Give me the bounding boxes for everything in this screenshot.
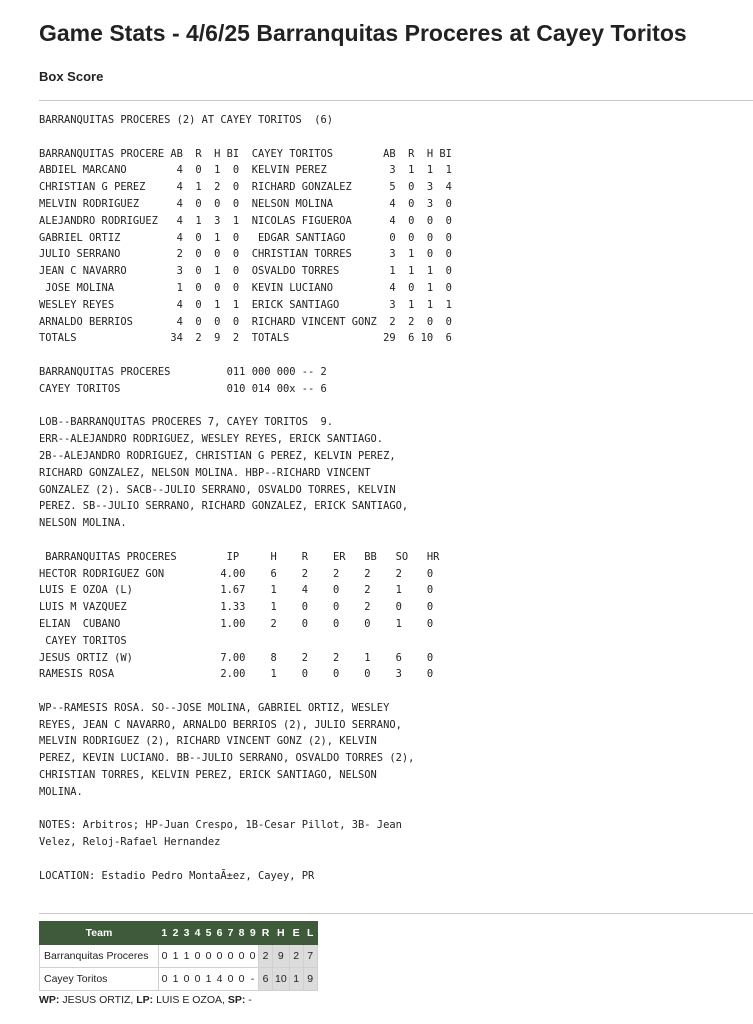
linescore-inning-cell: 0: [192, 945, 203, 968]
linescore-total-cell: 9: [303, 968, 317, 991]
linescore-inning-cell: 0: [214, 945, 225, 968]
linescore-header-col: 7: [225, 922, 236, 945]
box-score-line: HECTOR RODRIGUEZ GON 4.00 6 2 2 2 2 0: [39, 567, 434, 580]
box-score-line: GABRIEL ORTIZ 4 0 1 0 EDGAR SANTIAGO 0 0 0 0: [39, 231, 452, 244]
linescore-inning-cell: 1: [170, 968, 181, 991]
box-score-line: MELVIN RODRIGUEZ 4 0 0 0 NELSON MOLINA 4 0 3 0: [39, 197, 452, 210]
box-score-line: RAMESIS ROSA 2.00 1 0 0 0 3 0: [39, 668, 434, 681]
linescore-team-name: Cayey Toritos: [40, 968, 159, 991]
box-score-line: GONZALEZ (2). SACB--JULIO SERRANO, OSVALDO TORRES, KELVIN: [39, 483, 396, 496]
linescore-header-col: H: [273, 922, 290, 945]
linescore-header-col: 3: [181, 922, 192, 945]
section-subtitle: Box Score: [39, 69, 104, 84]
box-score-line: ERR--ALEJANDRO RODRIGUEZ, WESLEY REYES, ERICK SANTIAGO.: [39, 433, 384, 446]
box-score-line: NELSON MOLINA.: [39, 517, 127, 530]
box-score-line: JULIO SERRANO 2 0 0 0 CHRISTIAN TORRES 3 1 0 0: [39, 248, 452, 261]
box-score-line: TOTALS 34 2 9 2 TOTALS 29 6 10 6: [39, 332, 452, 345]
lp-value: LUIS E OZOA,: [153, 994, 228, 1006]
linescore-inning-cell: 1: [181, 945, 192, 968]
box-score-line: REYES, JEAN C NAVARRO, ARNALDO BERRIOS (2), JULIO SERRANO,: [39, 718, 402, 731]
box-score-line: JOSE MOLINA 1 0 0 0 KEVIN LUCIANO 4 0 1 0: [39, 281, 452, 294]
box-score-line: JEAN C NAVARRO 3 0 1 0 OSVALDO TORRES 1 1 1 0: [39, 265, 452, 278]
linescore-inning-cell: 0: [192, 968, 203, 991]
linescore-inning-cell: 0: [203, 945, 214, 968]
linescore-inning-cell: 0: [225, 945, 236, 968]
box-score-line: PEREZ, KEVIN LUCIANO. BB--JULIO SERRANO, OSVALDO TORRES (2),: [39, 752, 415, 765]
box-score-line: [39, 532, 452, 549]
page-title: Game Stats - 4/6/25 Barranquitas Proceres at Cayey Toritos: [39, 20, 687, 46]
sp-value: -: [245, 994, 252, 1006]
linescore-header-col: 4: [192, 922, 203, 945]
sp-label: SP:: [227, 994, 246, 1006]
linescore-header-col: 6: [214, 922, 225, 945]
box-score-line: JESUS ORTIZ (W) 7.00 8 2 2 1 6 0: [39, 651, 434, 664]
box-score-line: ALEJANDRO RODRIGUEZ 4 1 3 1 NICOLAS FIGUEROA 4 0 0 0: [39, 214, 452, 227]
linescore-total-cell: 1: [289, 968, 303, 991]
box-score-line: ABDIEL MARCANO 4 0 1 0 KELVIN PEREZ 3 1 1 1: [39, 164, 452, 177]
box-score-line: [39, 347, 452, 364]
box-score-line: CAYEY TORITOS: [39, 634, 127, 647]
box-score-line: BARRANQUITAS PROCERES 011 000 000 -- 2: [39, 365, 327, 378]
linescore-header-col: R: [259, 922, 273, 945]
linescore-inning-cell: 0: [236, 968, 247, 991]
divider-top: [39, 100, 753, 101]
linescore-header-col: E: [289, 922, 303, 945]
box-score-line: LUIS M VAZQUEZ 1.33 1 0 0 2 0 0: [39, 601, 434, 614]
linescore-header-col: 8: [236, 922, 247, 945]
box-score-line: [39, 683, 452, 700]
linescore-total-cell: 10: [273, 968, 290, 991]
linescore-inning-cell: 0: [159, 968, 171, 991]
linescore-header-col: 5: [203, 922, 214, 945]
wp-value: JESUS ORTIZ,: [59, 994, 137, 1006]
linescore-header-col: 2: [170, 922, 181, 945]
box-score-line: MOLINA.: [39, 785, 83, 798]
linescore-row: [40, 945, 318, 968]
box-score-line: ARNALDO BERRIOS 4 0 0 0 RICHARD VINCENT GONZ 2 2 0 0: [39, 315, 452, 328]
linescore-inning-cell: 1: [203, 968, 214, 991]
linescore-inning-cell: 0: [225, 968, 236, 991]
lp-label: LP:: [136, 994, 154, 1006]
linescore-team-name: Barranquitas Proceres: [40, 945, 159, 968]
box-score-line: CHRISTIAN G PEREZ 4 1 2 0 RICHARD GONZALEZ 5 0 3 4: [39, 181, 452, 194]
box-score-line: CHRISTIAN TORRES, KELVIN PEREZ, ERICK SANTIAGO, NELSON: [39, 769, 377, 782]
box-score-line: ELIAN CUBANO 1.00 2 0 0 0 1 0: [39, 617, 434, 630]
box-score-line: [39, 398, 452, 415]
box-score-line: BARRANQUITAS PROCERES (2) AT CAYEY TORITOS (6): [39, 114, 334, 126]
box-score-line: LOB--BARRANQUITAS PROCERES 7, CAYEY TORITOS 9.: [39, 416, 334, 429]
box-score-line: LOCATION: Estadio Pedro MontaÃ±ez, Cayey, PR: [39, 869, 315, 882]
box-score-line: CAYEY TORITOS 010 014 00x -- 6: [39, 382, 327, 395]
box-score-text: [39, 112, 452, 885]
linescore-inning-cell: 0: [236, 945, 247, 968]
box-score-line: [39, 801, 452, 818]
linescore-inning-cell: 1: [170, 945, 181, 968]
linescore-header-col: 1: [159, 922, 171, 945]
linescore-total-cell: 7: [303, 945, 317, 968]
linescore-header-row: [40, 922, 318, 945]
box-score-line: RICHARD GONZALEZ, NELSON MOLINA. HBP--RICHARD VINCENT: [39, 466, 371, 479]
linescore-inning-cell: 0: [159, 945, 171, 968]
linescore-total-cell: 2: [259, 945, 273, 968]
linescore-total-cell: 6: [259, 968, 273, 991]
box-score-line: 2B--ALEJANDRO RODRIGUEZ, CHRISTIAN G PEREZ, KELVIN PEREZ,: [39, 449, 396, 462]
box-score-line: BARRANQUITAS PROCERE AB R H BI CAYEY TORITOS AB R H BI: [39, 147, 452, 160]
box-score-line: PEREZ. SB--JULIO SERRANO, RICHARD GONZALEZ, ERICK SANTIAGO,: [39, 500, 409, 513]
linescore-table: [39, 921, 318, 991]
linescore-header-team: Team: [40, 922, 159, 945]
box-score-line: WP--RAMESIS ROSA. SO--JOSE MOLINA, GABRIEL ORTIZ, WESLEY: [39, 701, 390, 714]
linescore-inning-cell: 4: [214, 968, 225, 991]
linescore-row: [40, 968, 318, 991]
divider-bottom: [39, 913, 753, 914]
box-score-line: MELVIN RODRIGUEZ (2), RICHARD VINCENT GONZ (2), KELVIN: [39, 735, 377, 748]
box-score-line: NOTES: Arbitros; HP-Juan Crespo, 1B-Cesar Pillot, 3B- Jean: [39, 819, 402, 832]
linescore-inning-cell: 0: [181, 968, 192, 991]
linescore-header-col: L: [303, 922, 317, 945]
box-score-line: LUIS E OZOA (L) 1.67 1 4 0 2 1 0: [39, 584, 434, 597]
box-score-line: Velez, Reloj-Rafael Hernandez: [39, 836, 221, 849]
linescore-inning-cell: -: [247, 968, 259, 991]
wp-label: WP:: [39, 994, 60, 1006]
linescore-inning-cell: 0: [247, 945, 259, 968]
linescore-total-cell: 9: [273, 945, 290, 968]
linescore-header-col: 9: [247, 922, 259, 945]
box-score-line: WESLEY REYES 4 0 1 1 ERICK SANTIAGO 3 1 1 1: [39, 298, 452, 311]
box-score-line: BARRANQUITAS PROCERES IP H R ER BB SO HR: [39, 550, 440, 563]
pitching-summary: [39, 994, 252, 1006]
box-score-line: [39, 851, 452, 868]
linescore-total-cell: 2: [289, 945, 303, 968]
box-score-line: [39, 129, 452, 146]
